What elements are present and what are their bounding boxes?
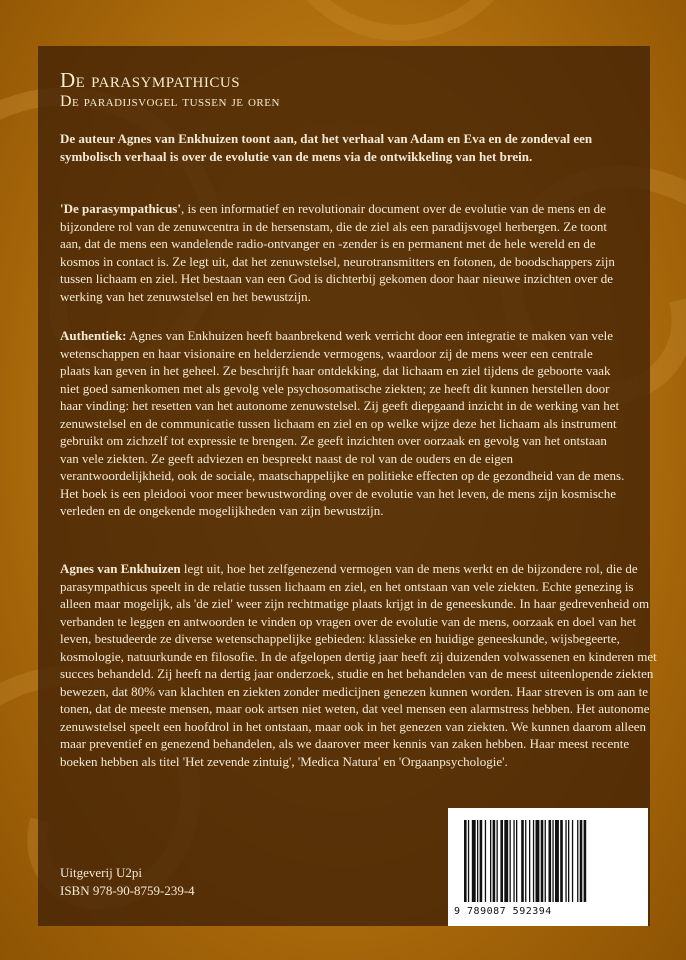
barcode-bar	[584, 820, 587, 902]
barcode-bar	[472, 820, 476, 902]
paragraph-lead: 'De parasympathicus'	[60, 201, 181, 216]
barcode-digits: 9 789087 592394	[454, 906, 552, 917]
barcode-bar	[513, 820, 514, 902]
publisher: Uitgeverij U2pi	[60, 865, 142, 880]
paragraph-authentiek	[60, 327, 626, 520]
barcode-bar	[521, 820, 524, 902]
barcode-bar	[516, 820, 517, 902]
barcode-bar	[568, 820, 569, 902]
barcode-bar	[468, 820, 469, 902]
barcode-bar	[500, 820, 503, 902]
intro-paragraph: De auteur Agnes van Enkhuizen toont aan, dat het verhaal van Adam en Eva en de zondeval een symbolisch verhaal is over de evolutie van de mens via de ontwikkeling van het brein.	[60, 131, 593, 164]
barcode-bar	[464, 820, 467, 902]
paragraph-text: Agnes van Enkhuizen heeft baanbrekend werk verricht door een integratie te maken van vele wetenschappen en haar visionaire en helderziende vermogens, waardoor zij de mens weer een centrale plaats kan geven in het geheel. Ze beschrijft haar ontdekking, dat lichaam en ziel tijdens de geboorte vaak niet goed samenkomen met als gevolg vele psychosomatische ziekten; ze heeft dit kunnen herstellen door haar vinding: het resetten van het autonome zenuwstelsel. Zij geeft diepgaand inzicht in de werking van het zenuwstelsel en de communicatie tussen lichaam en ziel en op welke wijze deze het lichaam als instrument gebruikt om zichzelf tot expressie te brengen. Ze geeft inzichten over oorzaak en gevolg van het ontstaan van vele ziekten. Ze geeft adviezen en bespreekt naast de rol van de ouders en de eigen verantwoordelijkheid, ook de sociale, maatschappelijke en politieke effecten op de gezondheid van de mens. Het boek is een pleidooi voor meer bewustwording over de evolutie van het leven, de mens zijn kosmische verleden en de ongekende mogelijkheden van zijn bewustzijn.	[60, 328, 625, 518]
paragraph-lead: Agnes van Enkhuizen	[60, 561, 181, 576]
book-title: De parasympathicus	[60, 68, 241, 92]
barcode-bar	[533, 820, 534, 902]
barcode-bar	[580, 820, 583, 902]
barcode-bar	[555, 820, 559, 902]
barcode-bar	[572, 820, 573, 902]
barcode	[448, 808, 648, 926]
barcode-bar	[529, 820, 530, 902]
barcode-bar	[565, 820, 566, 902]
barcode-bar	[560, 820, 563, 902]
barcode-bar	[536, 820, 540, 902]
barcode-bar	[480, 820, 483, 902]
barcode-bar	[490, 820, 491, 902]
barcode-bar	[525, 820, 526, 902]
barcode-bar	[541, 820, 544, 902]
paragraph-lead: Authentiek:	[60, 328, 127, 343]
barcode-bar	[493, 820, 496, 902]
barcode-bar	[485, 820, 486, 902]
book-subtitle: De paradijsvogel tussen je oren	[60, 93, 280, 110]
barcode-bar	[545, 820, 546, 902]
paragraph-text: legt uit, hoe het zelfgenezend vermogen van de mens werkt en de bijzondere rol, die de parasympathicus speelt in de relatie tussen lichaam en ziel, en het ontstaan van vele ziekten. Echte genezing is alleen maar mogelijk, als 'de ziel' weer zijn rechtmatige plaats krijgt in de geneeskunde. In haar gedrevenheid om verbanden te leggen en antwoorden te vinden op vragen over de evolutie van de mens, oorzaak en doel van het leven, bestudeerde ze diverse wetenschappelijke gebieden: klassieke en huidige geneeskunde, wijsbegeerte, kosmologie, natuurkunde en filosofie. In de afgelopen dertig jaar heeft zij duizenden volwassenen en kinderen met succes behandeld. Zij heeft na dertig jaar onderzoek, studie en het behandelen van de meest uiteenlopende ziekten bewezen, dat 80% van klachten en ziekten zonder medicijnen genezen kunnen worden. Haar streven is om aan te tonen, dat de meeste mensen, maar ook artsen niet weten, dat veel mensen een alarmstress hebben. Het autonome zenuwstelsel speelt een hoofdrol in het ontstaan, maar ook in het genezen van ziekten. We kunnen daarom alleen maar preventief en genezend behandelen, als we daarover meer kennis van zaken hebben. Haar meest recente boeken hebben als titel 'Het zevende zintuig', 'Medica Natura' en 'Orgaanpsychologie'.	[60, 561, 657, 769]
barcode-bar	[577, 820, 578, 902]
barcode-bar	[552, 820, 553, 902]
paragraph-parasympathicus	[60, 200, 626, 305]
paragraph-author	[60, 560, 660, 770]
isbn: ISBN 978-90-8759-239-4	[60, 883, 195, 898]
barcode-bar	[510, 820, 511, 902]
paragraph-text: , is een informatief en revolutionair document over de evolutie van de mens en de bijzondere rol van de zenuwcentra in de hersenstam, die de ziel als een paradijsvogel herbergen. Ze toont aan, dat de mens een wandelende radio-ontvanger en -zender is en permanent met de hele wereld en de kosmos in contact is. Ze legt uit, dat het zenuwstelsel, neurotransmitters en fotonen, de boodschappers zijn tussen lichaam en ziel. Het bestaan van een God is dichterbij gekomen door haar nieuwe inzichten over de werking van het zenuwstelsel en het bewustzijn.	[60, 201, 615, 304]
barcode-bar	[497, 820, 498, 902]
barcode-bar	[549, 820, 552, 902]
barcode-bar	[477, 820, 478, 902]
barcode-bar	[504, 820, 508, 902]
